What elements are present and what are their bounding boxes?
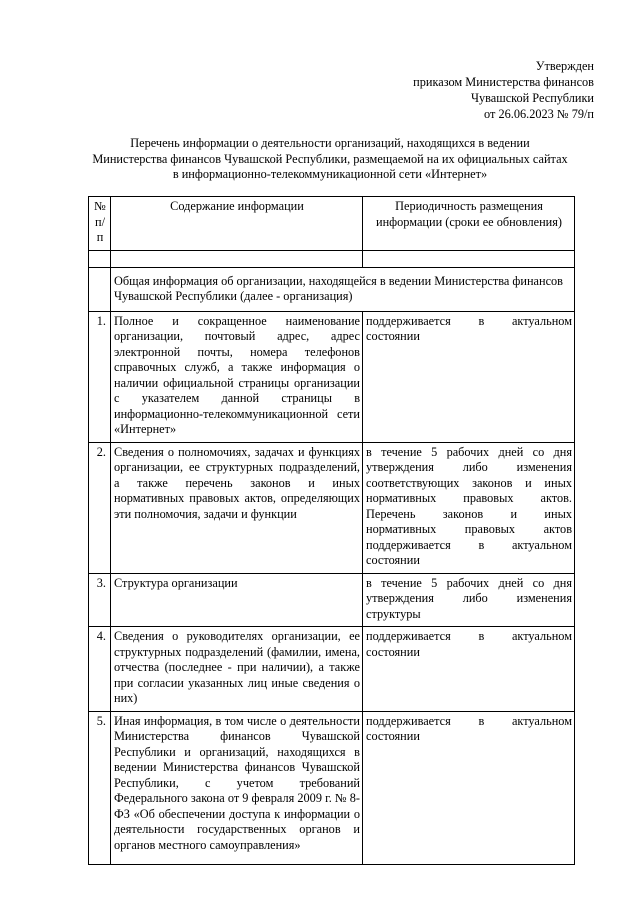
row-num: 2.: [89, 442, 111, 573]
row-content: Сведения о полномочиях, задачах и функциях организации, ее структурных подразделений, а также перечень законов и иных нормативных правовых актов, определяющих эти полномочия, задачи и функции: [111, 442, 363, 573]
header-content: Содержание информации: [111, 197, 363, 251]
row-period: поддерживается в актуальном состоянии: [363, 311, 575, 442]
title-line-1: Перечень информации о деятельности организаций, находящихся в ведении: [130, 136, 530, 150]
row-num: 5.: [89, 711, 111, 864]
row-content: Иная информация, в том числе о деятельности Министерства финансов Чувашской Республики и организаций, находящихся в ведении Министерства финансов Чувашской Республики, с учетом требований Федерального закона от 9 февраля 2009 г. № 8-ФЗ «Об обеспечении доступа к информации о деятельности государственных органов и органов местного самоуправления»: [111, 711, 363, 864]
document-title: [80, 136, 580, 183]
header-num: № п/п: [89, 197, 111, 251]
header-period: Периодичность размещения информации (сроки ее обновления): [363, 197, 575, 251]
information-table: [88, 196, 575, 865]
row-content: Структура организации: [111, 573, 363, 627]
approval-stamp: [413, 58, 594, 122]
row-num: 1.: [89, 311, 111, 442]
row-num: 3.: [89, 573, 111, 627]
row-period: в течение 5 рабочих дней со дня утверждения либо изменения соответствующих законов и иных нормативных правовых актов. Перечень законов и иных нормативных правовых актов поддерживается в актуальном состоянии: [363, 442, 575, 573]
approval-line-2: приказом Министерства финансов: [413, 75, 594, 89]
table-row: [89, 627, 575, 712]
title-line-3: в информационно-телекоммуникационной сети «Интернет»: [172, 167, 488, 181]
general-info-row: [89, 267, 575, 311]
table-header-row: [89, 197, 575, 251]
row-content: Полное и сокращенное наименование организации, почтовый адрес, адрес электронной почты, номера телефонов справочных служб, а также информация о наличии официальной страницы организации с указателем данной страницы в информационно-телекоммуникационной сети «Интернет»: [111, 311, 363, 442]
row-period: поддерживается в актуальном состоянии: [363, 627, 575, 712]
row-period: поддерживается в актуальном состоянии: [363, 711, 575, 864]
table-spacer-row: [89, 250, 575, 267]
title-line-2: Министерства финансов Чувашской Республики, размещаемой на их официальных сайтах: [92, 151, 568, 166]
table-row: [89, 573, 575, 627]
row-content: Сведения о руководителях организации, ее структурных подразделений (фамилии, имена, отчества (последнее - при наличии), а также при согласии указанных лиц иные сведения о них): [111, 627, 363, 712]
table-row: [89, 442, 575, 573]
row-period: в течение 5 рабочих дней со дня утверждения либо изменения структуры: [363, 573, 575, 627]
approval-line-1: Утвержден: [535, 59, 594, 73]
approval-line-4: от 26.06.2023 № 79/п: [484, 107, 594, 121]
row-num: 4.: [89, 627, 111, 712]
table-row: [89, 711, 575, 864]
table-row: [89, 311, 575, 442]
general-info-cell: Общая информация об организации, находящейся в ведении Министерства финансов Чувашской Республики (далее - организация): [111, 267, 575, 311]
approval-line-3: Чувашской Республики: [470, 91, 594, 105]
